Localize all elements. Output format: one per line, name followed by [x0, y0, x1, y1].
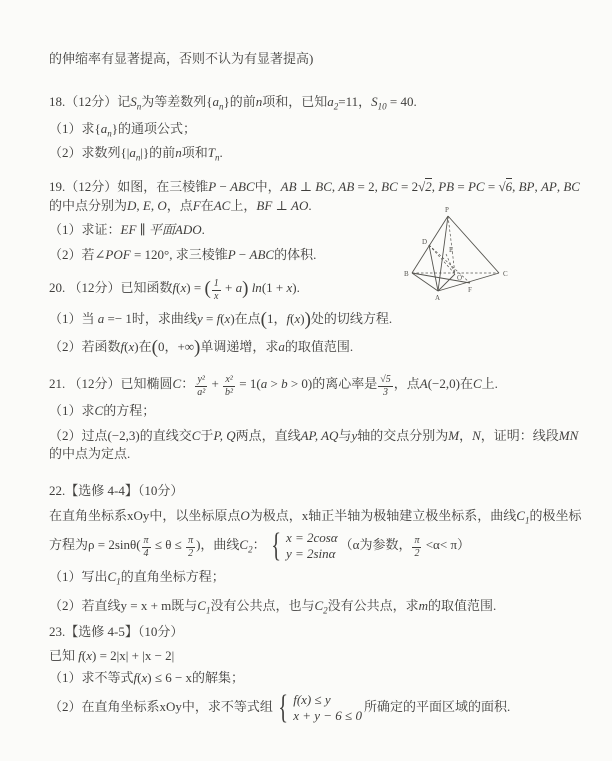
math-variable: C [107, 569, 117, 585]
math-variable: f [286, 311, 291, 327]
text-segment: |}的前 [140, 145, 176, 160]
figure-label-E: E [449, 246, 454, 254]
text-segment: )在 [134, 339, 152, 355]
text-segment: ： [252, 537, 266, 553]
math-variable: AO [291, 198, 309, 213]
text-segment: ( [137, 670, 142, 686]
text-segment: <α< π） [422, 537, 471, 553]
problem-21-part-2-line-1 [49, 427, 579, 444]
text-segment: ) [300, 311, 305, 327]
math-variable: a [260, 376, 268, 392]
text-segment: 项和 [181, 145, 208, 160]
math-paren: ( [260, 309, 267, 331]
math-variable: P, Q [213, 428, 236, 444]
text-segment: ≤ θ ≤ [151, 537, 186, 553]
figure-label-C: C [503, 270, 508, 278]
math-variable: a [129, 145, 136, 160]
math-variable: a [212, 94, 220, 109]
text-segment: （2）若∠ [49, 247, 106, 262]
math-subscript: 1 [524, 515, 530, 526]
text-segment: }的通项公式； [111, 121, 196, 136]
problem-22-part-1 [49, 568, 569, 585]
text-segment: （2）过点(−2,3)的直线交 [49, 428, 192, 444]
problem-23-part-1 [49, 669, 569, 686]
math-variable: b [281, 376, 288, 392]
text-segment: , [136, 198, 143, 213]
math-variable: f [133, 670, 138, 686]
text-segment: ) = 2|x| + |x − 2| [92, 648, 175, 664]
text-segment: 19.（12分）如图，在三棱锥 [49, 179, 209, 194]
text-segment: , [331, 179, 339, 194]
math-variable: BC [381, 179, 398, 194]
problem-18-title [49, 93, 569, 110]
math-variable: x [128, 339, 135, 355]
figure-edge-PB [412, 216, 448, 273]
text-segment: 的体积. [274, 247, 317, 262]
math-variable: AB [338, 179, 355, 194]
problem-18-part-1 [49, 120, 569, 137]
math-variable: AB [280, 179, 297, 194]
text-segment: 于 [200, 428, 214, 444]
text-segment: ⊥ [296, 179, 316, 194]
math-variable: POF [105, 247, 131, 262]
problem-22-body-line-2 [49, 526, 569, 564]
text-segment: 两点，直线 [235, 428, 301, 444]
math-variable: P [208, 179, 217, 194]
text-segment: + [208, 376, 223, 392]
math-variable: f [216, 311, 221, 327]
text-segment: 23.【选修 4-5】（10分） [49, 624, 184, 640]
text-segment: ) ≤ 6 − x的解集； [147, 670, 245, 686]
math-variable: y [351, 428, 358, 444]
math-variable: S [371, 94, 378, 109]
math-variable: E [142, 198, 151, 213]
text-segment: = 2 [397, 179, 419, 194]
math-fraction: $\frac{√5}{3}$ [380, 374, 391, 399]
text-segment: ) = [186, 280, 205, 295]
math-fraction: $\frac{\pi}{2}$ [414, 535, 420, 560]
text-segment: （1）当 [49, 311, 98, 327]
math-paren: ( [151, 337, 158, 359]
math-variable: a [100, 121, 108, 136]
math-variable: PC [467, 179, 485, 194]
math-variable: C [191, 428, 201, 444]
math-variable: C [314, 598, 324, 614]
text-segment: 为极点，x轴正半轴为极轴建立极坐标系，曲线 [249, 508, 517, 524]
math-sqrt: √6 [498, 179, 513, 194]
text-segment: , [534, 179, 541, 194]
problem-23-header [49, 623, 569, 640]
math-variable: BC [315, 179, 332, 194]
figure-label-F: F [468, 286, 472, 294]
math-variable: y [196, 311, 203, 327]
problem-20-part-2 [49, 337, 569, 359]
math-subscript: 2 [333, 101, 339, 112]
text-segment: = [202, 311, 217, 327]
text-segment: 的中点为定点. [49, 446, 131, 462]
text-segment: = 40. [386, 94, 417, 109]
text-segment: （α为参数， [339, 537, 412, 553]
math-variable: x [86, 648, 93, 664]
text-segment: ，证明：线段 [480, 428, 559, 444]
math-subscript: 2 [248, 544, 253, 555]
math-variable: C [172, 376, 182, 392]
math-variable: a [278, 339, 285, 355]
problem-21-title [49, 375, 569, 398]
problem-18-part-2 [49, 144, 569, 161]
text-segment: （1）求不等式 [49, 670, 134, 686]
text-segment: 单调递增，求 [200, 339, 279, 355]
text-segment: . [201, 222, 205, 237]
problem-22-part-2 [49, 597, 569, 614]
text-segment: )在点 [230, 311, 261, 327]
text-segment: }的前 [223, 94, 256, 109]
text-segment: 的伸缩率有显著提高，否则不认为有显著提高) [49, 51, 314, 66]
text-segment: = [484, 179, 499, 194]
problem-21-part-1 [49, 402, 569, 419]
text-segment: 的中点分别为 [49, 198, 128, 213]
text-segment: 20. （12分）已知函数 [49, 280, 173, 295]
math-variable: P [227, 247, 236, 262]
math-variable: MN [558, 428, 579, 444]
text-segment: ⊥ [272, 198, 291, 213]
math-subscript: n [214, 152, 220, 163]
text-segment: = 120°, 求三棱锥 [130, 247, 228, 262]
text-segment: 中， [254, 179, 281, 194]
math-paren: ) [304, 309, 311, 331]
intro-continuation-line [49, 50, 569, 67]
math-variable: C [197, 598, 206, 614]
text-segment: 与 [338, 428, 352, 444]
math-variable: BP [518, 179, 535, 194]
figure-edge-PA [438, 216, 448, 291]
text-segment: )，曲线 [196, 537, 240, 553]
math-variable: x [294, 311, 301, 327]
text-segment: = [454, 179, 468, 194]
math-paren: ( [204, 278, 211, 299]
figure-label-D: D [422, 238, 428, 246]
document-body [49, 50, 582, 726]
text-segment: 上. [481, 376, 498, 392]
text-segment: − [216, 179, 231, 194]
math-variable: m [418, 598, 429, 614]
text-segment: ，点 [166, 198, 193, 213]
math-subscript: 1 [116, 576, 121, 587]
text-segment: ，点 [393, 376, 420, 392]
text-segment: 的极坐标 [529, 508, 582, 524]
math-variable: PB [438, 179, 455, 194]
text-segment: (1 + [261, 280, 287, 295]
problem-22-body-line-1 [49, 507, 582, 526]
text-segment: ( [176, 280, 181, 295]
text-segment: 22.【选修 4-4】（10分） [49, 483, 184, 499]
math-variable: a [235, 280, 243, 295]
problem-23-part-2 [49, 688, 569, 726]
text-segment: . [219, 145, 223, 160]
math-variable: x [286, 280, 293, 295]
math-variable: x [224, 311, 231, 327]
math-variable: f [120, 339, 125, 355]
math-variable: O [157, 198, 167, 213]
math-paren: ) [194, 337, 201, 359]
text-segment: > [267, 376, 282, 392]
math-paren: ) [242, 278, 249, 299]
text-segment: 已知 [49, 648, 79, 664]
text-segment: = 2, [354, 179, 382, 194]
text-segment: 轴的交点分别为 [357, 428, 449, 444]
math-subscript: 1 [205, 605, 211, 616]
text-segment: （1）写出 [49, 569, 108, 585]
math-variable: ln [251, 280, 262, 295]
math-variable: x [180, 280, 187, 295]
math-variable: ABC [230, 179, 255, 194]
math-fraction: $\frac{\text{x²}}{\text{b²}}$ [225, 374, 234, 399]
text-segment: （2）若直线y = x + m既与 [49, 598, 198, 614]
math-subscript: n [219, 101, 224, 112]
math-variable: 平面ADO [148, 222, 202, 237]
text-segment: =− 1时，求曲线 [104, 311, 197, 327]
math-variable: T [207, 145, 215, 160]
math-variable: n [255, 94, 263, 109]
text-segment: 的取值范围. [428, 598, 497, 614]
math-variable: A [419, 376, 428, 392]
math-cases: { x = 2cosα y = 2sinα [270, 526, 338, 564]
text-segment: 的方程； [103, 403, 156, 419]
math-fraction: $\frac{1}{x}$ [213, 278, 219, 303]
text-segment: ( [81, 648, 87, 664]
text-segment: （2）在直角坐标系xOy中，求不等式组 [49, 699, 273, 715]
text-segment: , [150, 198, 158, 213]
math-variable: N [472, 428, 481, 444]
math-variable: AP [540, 179, 557, 194]
math-variable: f [172, 280, 177, 295]
text-segment: ( [124, 339, 129, 355]
text-segment: 没有公共点，求 [327, 598, 419, 614]
math-variable: AC [213, 198, 231, 213]
math-subscript: n [136, 101, 142, 112]
text-segment: 的直角坐标方程； [120, 569, 225, 585]
math-variable: BF [256, 198, 273, 213]
math-variable: a [327, 94, 334, 109]
text-segment: 1， [266, 311, 287, 327]
math-subscript: n [135, 152, 141, 163]
text-segment: =11， [338, 94, 372, 109]
math-variable: f [78, 648, 82, 664]
math-variable: C [94, 403, 104, 419]
text-segment: 在 [200, 198, 214, 213]
tetrahedron-svg [396, 202, 528, 304]
math-subscript: n [107, 128, 112, 139]
text-segment: − [235, 247, 250, 262]
problem-23-body [49, 647, 569, 664]
math-cases: { f(x) ≤ y x + y − 6 ≤ 0 [278, 688, 362, 726]
math-variable: O [240, 508, 250, 524]
text-segment: 项和，已知 [262, 94, 328, 109]
text-segment: + [221, 280, 236, 295]
text-segment: ). [292, 280, 300, 295]
text-segment: 上， [230, 198, 257, 213]
text-segment: 18.（12分）记 [49, 94, 131, 109]
math-variable: S [130, 94, 137, 109]
text-segment: ( [290, 311, 295, 327]
problem-22-header [49, 482, 569, 499]
text-segment: 处的切线方程. [310, 311, 393, 327]
text-segment: 为等差数列{ [141, 94, 213, 109]
text-segment: 21. （12分）已知椭圆 [49, 376, 173, 392]
text-segment: （1）求证： [49, 222, 121, 237]
math-subscript: 10 [377, 101, 387, 112]
math-variable: n [175, 145, 182, 160]
math-variable: AP, AQ [300, 428, 339, 444]
figure-edge-AB [412, 273, 438, 291]
text-segment: , [431, 179, 439, 194]
text-segment: 的取值范围. [284, 339, 354, 355]
text-segment: 没有公共点，也与 [210, 598, 315, 614]
text-segment: ， [459, 428, 473, 444]
math-fraction: $\frac{\pi}{2}$ [188, 535, 194, 560]
text-segment: （2）若函数 [49, 339, 121, 355]
math-variable: a [97, 311, 105, 327]
text-segment: （2）求数列{| [49, 145, 130, 160]
math-subscript: 2 [323, 605, 328, 616]
text-segment: . [308, 198, 312, 213]
text-segment: 所确定的平面区域的面积. [363, 699, 511, 715]
text-segment: 在直角坐标系xOy中，以坐标原点 [49, 508, 241, 524]
text-segment: （1）求 [49, 403, 95, 419]
tetrahedron-figure [396, 202, 528, 304]
math-variable: C [516, 508, 525, 524]
text-segment: （1）求{ [49, 121, 101, 136]
math-variable: EF [120, 222, 137, 237]
figure-edge-EO [446, 254, 455, 274]
text-segment: , [512, 179, 519, 194]
text-segment: (−2,0)在 [427, 376, 473, 392]
math-fraction: $\frac{\pi}{4}$ [143, 535, 149, 560]
figure-label-P: P [445, 206, 449, 214]
math-variable: BC [563, 179, 580, 194]
text-segment: ( [220, 311, 225, 327]
math-variable: D [127, 198, 137, 213]
text-segment: 方程为ρ = 2sinθ( [49, 537, 141, 553]
text-segment: = 1( [236, 376, 261, 392]
text-segment: 0，+∞ [157, 339, 195, 355]
math-fraction: $\frac{\text{y²}}{\text{a²}}$ [197, 374, 206, 399]
figure-label-B: B [404, 270, 409, 278]
problem-19-title-line-1 [49, 178, 580, 195]
text-segment: > 0)的离心率是 [287, 376, 378, 392]
math-variable: x [141, 670, 148, 686]
math-sqrt: √2 [418, 179, 432, 194]
problem-20-part-1 [49, 309, 569, 331]
figure-edge-PO [448, 216, 455, 274]
text-segment: ： [181, 376, 195, 392]
text-segment: , [556, 179, 564, 194]
figure-edge-PC [448, 216, 499, 273]
math-variable: F [192, 198, 201, 213]
math-variable: C [472, 376, 482, 392]
math-variable: C [239, 537, 249, 553]
math-variable: ABC [249, 247, 275, 262]
text-segment: ∥ [136, 222, 149, 237]
figure-label-O: O [457, 274, 463, 282]
math-variable: M [448, 428, 460, 444]
figure-label-A: A [435, 294, 441, 302]
problem-21-part-2-line-2 [49, 445, 569, 462]
